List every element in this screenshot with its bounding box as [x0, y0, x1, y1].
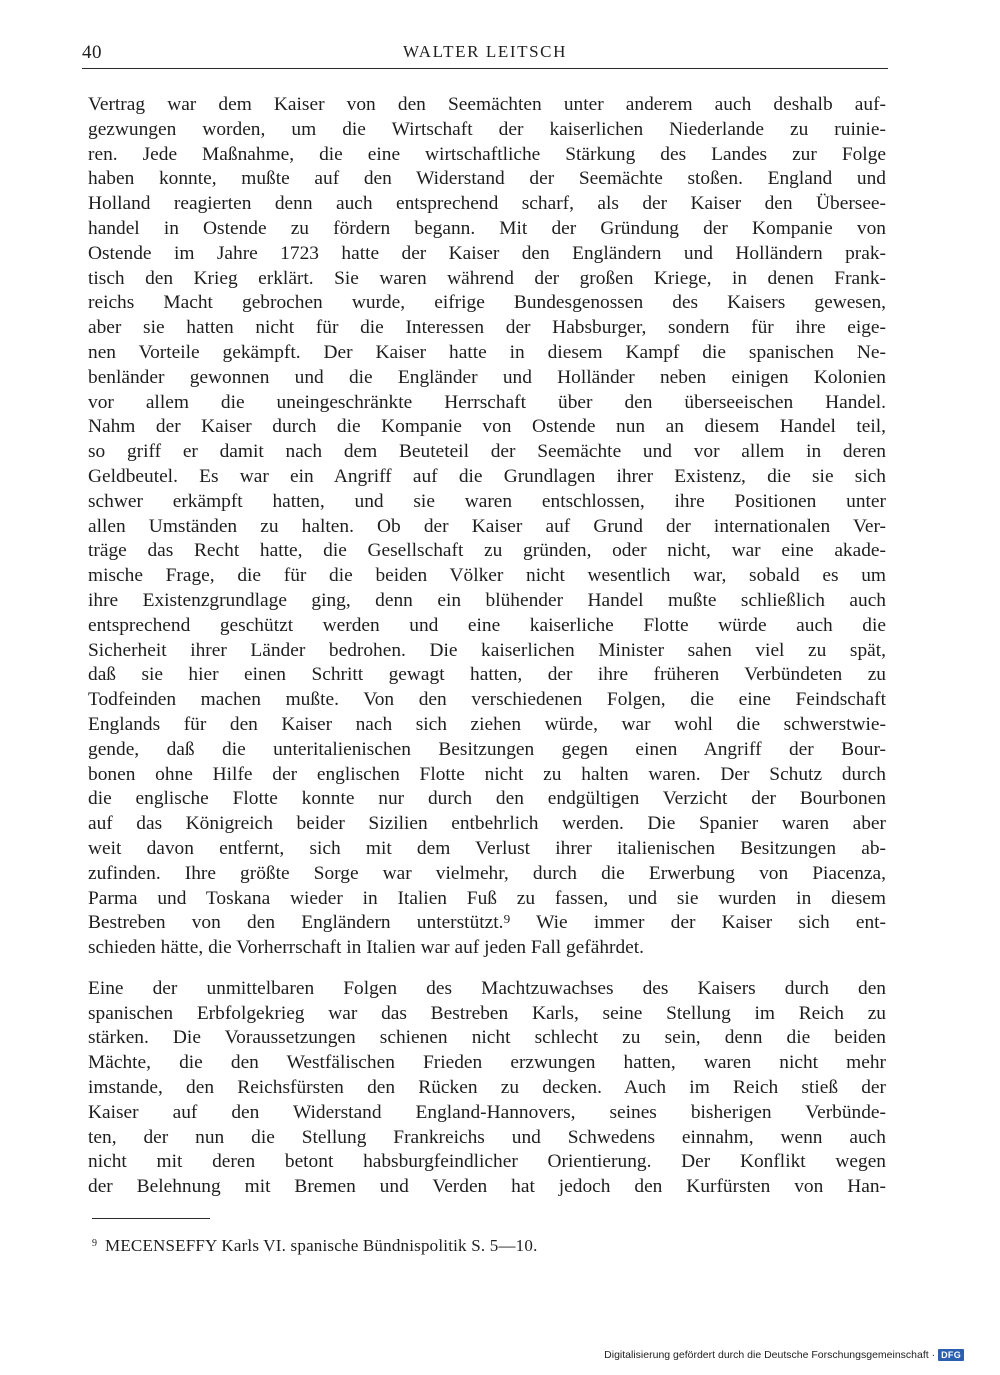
text-line: Kaiser auf den Widerstand England-Hannovers, seines bisherigen Verbünde- — [88, 1101, 886, 1123]
text-line: Ostende im Jahre 1723 hatte der Kaiser den Engländern und Holländern prak- — [88, 242, 886, 264]
text-line: tisch den Krieg erklärt. Sie waren während der großen Kriege, in denen Frank- — [88, 267, 886, 289]
text-line: ten, der nun die Stellung Frankreichs und Schwedens einnahm, wenn auch — [88, 1126, 886, 1148]
text-line: Bestreben von den Engländern unterstützt.⁹ Wie immer der Kaiser sich ent- — [88, 912, 886, 934]
text-line: auf das Königreich beider Sizilien entbehrlich werden. Die Spanier waren aber — [88, 813, 886, 835]
text-line: der Belehnung mit Bremen und Verden hat jedoch den Kurfürsten von Han- — [88, 1176, 886, 1198]
footnote-text: MECENSEFFY Karls VI. spanische Bündnispolitik S. 5—10. — [105, 1236, 538, 1255]
footnote-marker: 9 — [92, 1238, 97, 1249]
text-line: nen Vorteile gekämpft. Der Kaiser hatte in diesem Kampf die spanischen Ne- — [88, 341, 886, 363]
footnote — [92, 1236, 538, 1256]
digitization-text: Digitalisierung gefördert durch die Deutsche Forschungsgemeinschaft · — [604, 1349, 936, 1361]
text-line: aber sie hatten nicht für die Interessen der Habsburger, sondern für ihre eige- — [88, 317, 886, 339]
text-line: schieden hätte, die Vorherrschaft in Italien war auf jeden Fall gefährdet. — [88, 937, 645, 959]
text-line: allen Umständen zu halten. Ob der Kaiser auf Grund der internationalen Ver- — [88, 515, 886, 537]
text-line: zufinden. Ihre größte Sorge war vielmehr, durch die Erwerbung von Piacenza, — [88, 862, 886, 884]
text-line: benländer gewonnen und die Engländer und Holländer neben einigen Kolonien — [88, 366, 886, 388]
footnote-divider — [92, 1218, 210, 1219]
text-line: stärken. Die Voraussetzungen schienen nicht schlecht zu sein, denn die beiden — [88, 1027, 886, 1049]
running-head: WALTER LEITSCH — [403, 42, 567, 61]
page-header — [82, 42, 888, 69]
text-line: imstande, den Reichsfürsten den Rücken zu decken. Auch im Reich stieß der — [88, 1077, 886, 1099]
text-line: Sicherheit ihrer Länder bedrohen. Die kaiserlichen Minister sahen viel zu spät, — [88, 639, 886, 661]
text-line: Geldbeutel. Es war ein Angriff auf die Grundlagen ihrer Existenz, die sie sich — [88, 465, 886, 487]
text-line: weit davon entfernt, sich mit dem Verlust ihrer italienischen Besitzungen ab- — [88, 837, 886, 859]
paragraph-1 — [88, 93, 886, 961]
text-line: schwer erkämpft hatten, und sie waren entschlossen, ihre Positionen unter — [88, 490, 886, 512]
text-line: mische Frage, die für die beiden Völker nicht wesentlich war, sobald es um — [88, 565, 886, 587]
paragraph-2 — [88, 977, 886, 1200]
text-line: daß sie hier einen Schritt gewagt hatten, der ihre früheren Verbündeten zu — [88, 664, 886, 686]
dfg-logo-icon: DFG — [938, 1349, 964, 1361]
text-line: haben konnte, mußte auf den Widerstand der Seemächte stoßen. England und — [88, 168, 886, 190]
text-line: so griff er damit nach dem Beuteteil der Seemächte und vor allem in deren — [88, 441, 886, 463]
text-line: träge das Recht hatte, die Gesellschaft zu gründen, oder nicht, war eine akade- — [88, 540, 886, 562]
text-line: bonen ohne Hilfe der englischen Flotte nicht zu halten waren. Der Schutz durch — [88, 763, 886, 785]
text-line: Mächte, die den Westfälischen Frieden erzwungen hatten, waren nicht mehr — [88, 1052, 886, 1074]
text-line: gezwungen worden, um die Wirtschaft der kaiserlichen Niederlande zu ruinie- — [88, 118, 886, 140]
text-line: handel in Ostende zu fördern begann. Mit der Gründung der Kompanie von — [88, 217, 886, 239]
text-line: nicht mit deren betont habsburgfeindlicher Orientierung. Der Konflikt wegen — [88, 1151, 886, 1173]
text-line: entsprechend geschützt werden und eine kaiserliche Flotte würde auch die — [88, 614, 886, 636]
text-line: Todfeinden machen mußte. Von den verschiedenen Folgen, die eine Feindschaft — [88, 689, 886, 711]
page-number: 40 — [82, 42, 102, 63]
text-line: Eine der unmittelbaren Folgen des Machtzuwachses des Kaisers durch den — [88, 977, 886, 999]
text-line: Englands für den Kaiser nach sich ziehen würde, war wohl die schwerstwie- — [88, 713, 886, 735]
text-line: vor allem die uneingeschränkte Herrschaft über den überseeischen Handel. — [88, 391, 886, 413]
text-line: gende, daß die unteritalienischen Besitzungen gegen einen Angriff der Bour- — [88, 738, 886, 760]
text-line: die englische Flotte konnte nur durch den endgültigen Verzicht der Bourbonen — [88, 788, 886, 810]
text-line: Parma und Toskana wieder in Italien Fuß zu fassen, und sie wurden in diesem — [88, 887, 886, 909]
paragraph-spacer — [88, 961, 886, 977]
body-text — [88, 93, 886, 1200]
text-line: spanischen Erbfolgekrieg war das Bestreben Karls, seine Stellung im Reich zu — [88, 1002, 886, 1024]
digitization-notice — [604, 1349, 964, 1361]
text-line: Nahm der Kaiser durch die Kompanie von Ostende nun an diesem Handel teil, — [88, 416, 886, 438]
text-line: ren. Jede Maßnahme, die eine wirtschaftliche Stärkung des Landes zur Folge — [88, 143, 886, 165]
text-line: Holland reagierten denn auch entsprechend scharf, als der Kaiser den Übersee- — [88, 193, 886, 215]
text-line: ihre Existenzgrundlage ging, denn ein blühender Handel mußte schließlich auch — [88, 589, 886, 611]
text-line: Vertrag war dem Kaiser von den Seemächten unter anderem auch deshalb auf- — [88, 94, 886, 115]
text-line: reichs Macht gebrochen wurde, eifrige Bundesgenossen des Kaisers gewesen, — [88, 292, 886, 314]
